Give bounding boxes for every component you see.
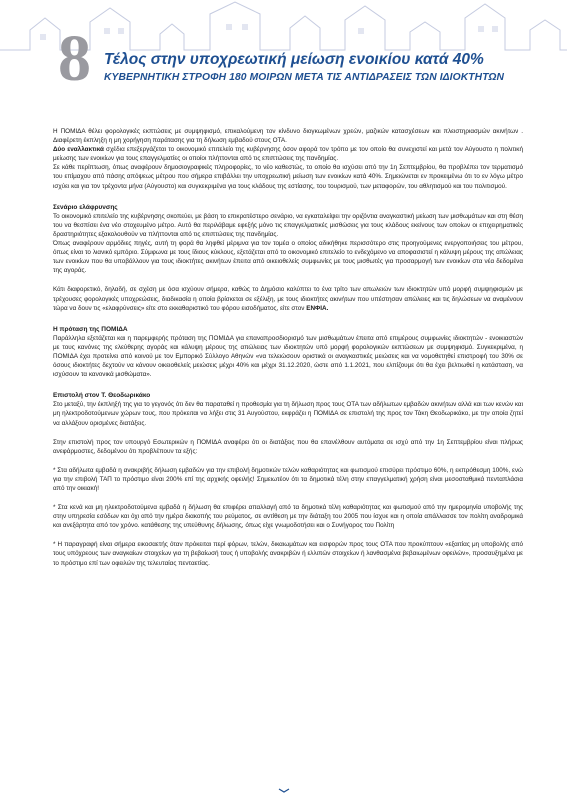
- bold-term: ΕΝΦΙΑ.: [306, 304, 329, 312]
- letter-paragraph: Στο μεταξύ, την έκπληξή της για το γεγονός ότι δεν θα παραταθεί η προθεσμία για τη δήλωση προς τους ΟΤΑ των αδήλωτων εμβαδών ακινήτων αλλά και των κενών και μη ηλεκτροδοτούμενων χώρων τους, που πρόκειται να λήξει στις 31 Αυγούστου, εκφράζει η ΠΟΜΙΔΑ σε επιστολή της προς τον Τάκη Θεοδωρικάκο, με την οποία ζητεί να αλλάξουν ορισμένες διατάξεις.: [53, 401, 523, 427]
- article-subtitle: ΚΥΒΕΡΝΗΤΙΚΗ ΣΤΡΟΦΗ 180 ΜΟΙΡΩΝ ΜΕΤΑ ΤΙΣ ΑΝΤΙΔΡΑΣΕΙΣ ΤΩΝ ΙΔΙΟΚΤΗΤΩΝ: [104, 72, 505, 83]
- scenario-paragraph: Το οικονομικό επιτελείο της κυβέρνησης σκοπεύει, με βάση το επικρατέστερο σενάριο, να εγκαταλείψει την οριζόντια αναγκαστική μείωση των μισθωμάτων και στη θέση του να θεσπίσει ένα νέο στοχευμένο μέτρο. Αυτό θα περιλάβαμε εφεξής μόνο τις επαγγελματικές μισθώσεις για τους κλάδους εκείνους των οποίων οι επιχειρηματικές δραστηριότητες εξακολουθούν να πλήττονται από τις επιπτώσεις της πανδημίας.: [53, 212, 523, 238]
- intro-paragraph: Σε κάθε περίπτωση, όπως αναφέρουν δημοσιογραφικές πληροφορίες, το νέο καθεστώς, το οποίο θα ισχύσει από την 1η Σεπτεμβρίου, θα προβλέπει τον τερματισμό του επίμαχου από πάσης απόψεως μέτρου που σήμερα επιβάλλει την υποχρεωτική μείωση των ενοικίων κατά 40%. Σημειώνεται εν προκειμένω ότι το εν λόγω μέτρο ισχύει και για τον τρέχοντα μήνα (Αύγουστο) και συγκεκριμένα για τους κλάδους της εστίασης, του τουρισμού, των μεταφορών, του αθλητισμού και του πολιτισμού.: [53, 164, 523, 190]
- letter-bullet: * Στα κενά και μη ηλεκτροδοτούμενα εμβαδά η δήλωση θα επιφέρει απαλλαγή από τα δημοτικά τέλη καθαριότητας και φωτισμού από την ημερομηνία υποβολής της στην υπηρεσία εσόδων και όχι από την ημέρα διακοπής του ρεύματος, σε αντίθεση με την διάταξη του 2005 που ίσχυε και η οποία απάλλασσε τον πολίτη αναδρομικά και ανεξάρτητα από τον χρόνο. κατάθεσης της υπεύθυνης δήλωσης, όπως είχε γνωμοδοτήσει και ο Συνήγορος του Πολίτη: [53, 504, 523, 530]
- chevron-down-icon: [278, 788, 290, 793]
- paragraph-text: σχέδια επεξεργάζεται το οικονομικό επιτελείο της κυβέρνησης όσον αφορά τον τρόπο με τον οποίο θα συνεχιστεί και μετά τον Αύγουστο η πολιτική μείωσης των ενοικίων για τους επαγγελματίες οι οποίοι πλήττονται από τις επιπτώσεις της πανδημίας.: [53, 146, 523, 163]
- scenario-paragraph: Όπως αναφέρουν αρμόδιες πηγές, αυτή τη φορά θα ληφθεί μέριμνα για τον τομέα ο οποίος αδικήθηκε περισσότερο στις προηγούμενες ενεργοποιήσεις του μέτρου, όπως είναι το λιανικό εμπόριο. Σύμφωνα με τους ίδιους κύκλους, εξετάζεται από το οικονομικό επιτελείο το ενδεχόμενο να αποφασιστεί η κάλυψη μέρους της απώλειας των ενοικίων που θα υποβάλλουν για τους ιδιοκτήτες ακινήτων έπειτα από οικειοθελείς συμφωνίες με τους μισθωτές για προσαρμογή των ενοικίων στα νέα δεδομένα της αγοράς.: [53, 240, 523, 275]
- article-title: Τέλος στην υποχρεωτική μείωση ενοικίου κατά 40%: [104, 51, 484, 68]
- paragraph-text: Κάτι διαφορετικό, δηλαδή, σε σχέση με όσα ισχύουν σήμερα, καθώς το Δημόσιο καλύπτει το ένα τρίτο των απωλειών των ιδιοκτητών υπό μορφή συμψηφισμών με τρέχουσες φορολογικές υποχρεώσεις, διαδικασία η οποία βρίσκεται σε εξέλιξη, με τους ιδιοκτήτες ακινήτων που υπέστησαν απώλειες και τις δηλώσεων να αναμένουν τώρα να δουν τις «ελαφρύνσεις» είτε στο εκκαθαριστικό του φόρου εισοδήματος, είτε στον: [53, 286, 523, 312]
- letter-bullet: * Στα αδήλωτα εμβαδά η ανακριβής δήλωση εμβαδών για την επιβολή δημοτικών τελών καθαριότητας και φωτισμού επισύρει πρόστιμο 60%, η εκπρόθεσμη 100%, ενώ για την επιβολή ΤΑΠ το πρόστιμο είναι 200% επί της αρχικής οφειλής! Σημειωτέον ότι τα δημοτικά τέλη στην επαγγελματική χρήση είναι μεσοσταθμικά πενταπλάσια από την οικιακή!: [53, 466, 523, 492]
- bold-lead: Δύο εναλλακτικά: [53, 146, 104, 154]
- letter-paragraph: Στην επιστολή προς τον υπουργό Εσωτερικών η ΠΟΜΙΔΑ αναφέρει ότι οι διατάξεις που θα επανέλθουν αυτόματα σε ισχύ από την 1η Σεπτεμβρίου είναι πλήρως ανεφάρμοστες, δεδομένου ότι προβλέπουν τα εξής:: [53, 438, 523, 455]
- page-number: 8: [58, 22, 91, 95]
- section-heading-proposal: Η πρόταση της ΠΟΜΙΔΑ: [53, 325, 128, 333]
- letter-bullet: * Η παραγραφή είναι σήμερα εικοσαετής όταν πρόκειται περί φόρων, τελών, δικαιωμάτων και εισφορών προς τους ΟΤΑ που προκύπτουν «εξαιτίας μη υποβολής από τους υπόχρεους των αναγκαίων στοιχείων για τη βεβαίωσή τους ή υποβολής ανακριβών ή ελλιπών στοιχείων ή λανθασμένα βεβαιωμένων οφειλών», προσαυξημένα με το πρόστιμο επί των οφειλών της τελευταίας πενταετίας.: [53, 541, 523, 567]
- proposal-paragraph: Παράλληλα εξετάζεται και η παρεμφερής πρόταση της ΠΟΜΙΔΑ για επαναπροσδιορισμό των μισθωμάτων έπειτα από επιμέρους συμφωνίες ιδιοκτητών - ενοικιαστών με τους κανόνες της ελεύθερης αγοράς και κάλυψη μέρους της απώλειας των ιδιοκτητών υπό μορφή φορολογικών εκπτώσεων με συμψηφισμό. Συγκεκριμένα, η ΠΟΜΙΔΑ έχει προτείνει από κοινού με τον Εμπορικό Σύλλογο Αθηνών «να τελειώσουν οριστικά οι αναγκαστικές μειώσεις και να νομοθετηθεί επιστροφή του 30% σε όσους ιδιοκτήτες δεχτούν να κάνουν οικειοθελείς μειώσεις μέχρι 40% και μέχρι 31.12.2020, ώστε από 1.1.2021, που ελπίζουμε ότι θα έχει βελτιωθεί η κατάσταση, να ισχύσουν τα κανονικά μισθώματα».: [53, 334, 523, 379]
- intro-paragraph: Η ΠΟΜΙΔΑ θέλει φορολογικές εκπτώσεις με συμψηφισμό, επικαλούμενη τον κίνδυνο διογκωμένων χρεών, μαζικών κατασχέσεων και πλειστηριασμών ακινήτων . Διαφέρετη έκπληξη η μη χορήγηση παράτασης για τη δήλωση εμβαδού στους ΟΤΑ.: [53, 128, 523, 145]
- section-heading-letter: Επιστολή στον Τ. Θεοδωρικάκο: [53, 392, 151, 400]
- section-heading-scenario: Σενάριο ελάφρυνσης: [53, 203, 118, 211]
- intro-paragraph: [53, 145, 523, 163]
- article-body: [53, 127, 523, 568]
- scenario-paragraph: [53, 285, 523, 312]
